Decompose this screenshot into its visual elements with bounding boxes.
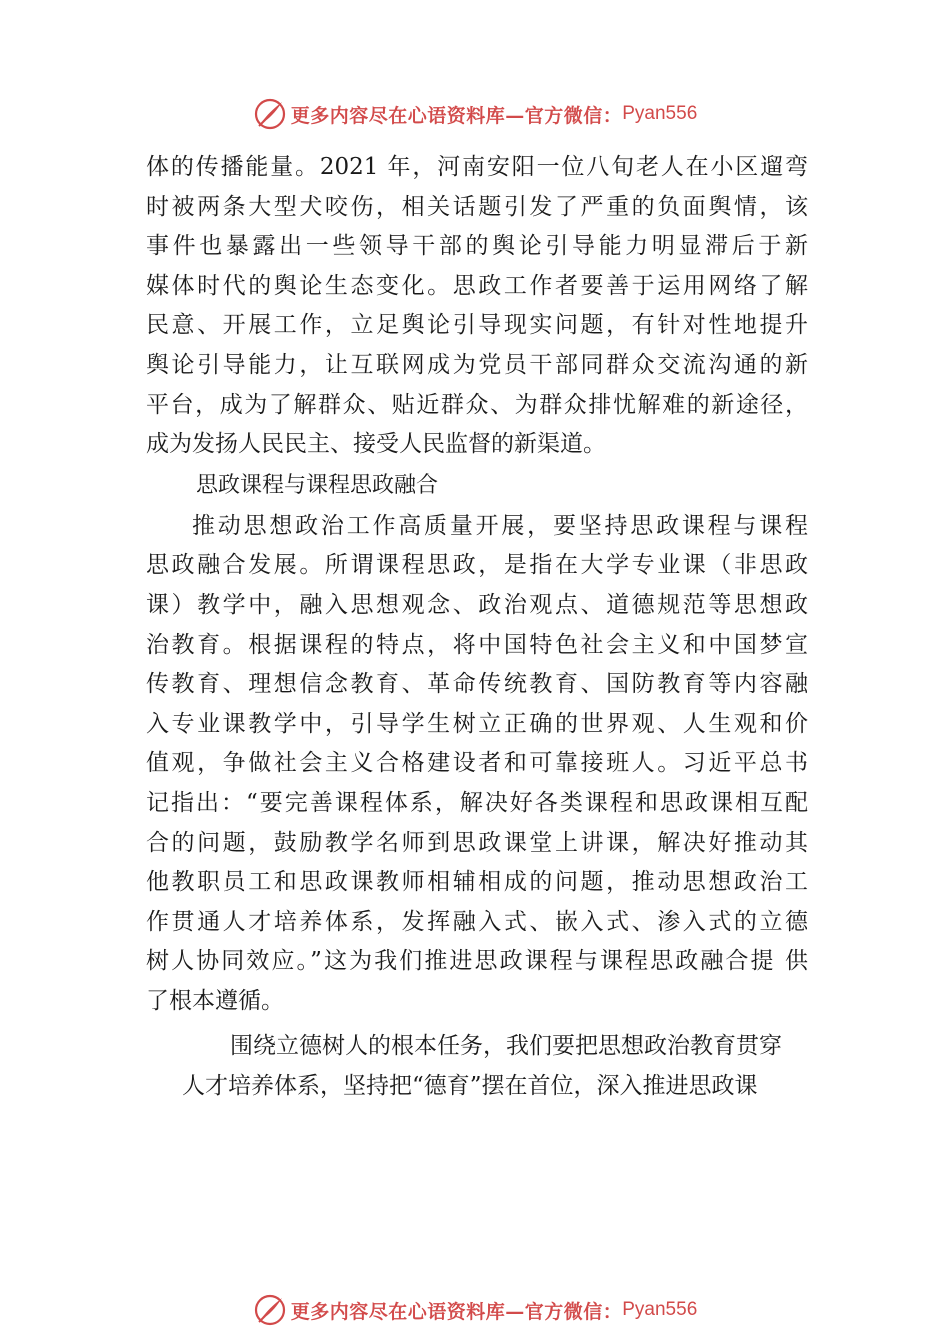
text-line: 成为发扬人民民主、接受人民监督的新渠道。: [146, 431, 606, 458]
footer-banner: [0, 1290, 950, 1330]
text-line: 推动思想政治工作高质量开展，要坚持思政课程与课程: [192, 512, 808, 539]
text-line: 民意、开展工作，立足舆论引导现实问题，有针对性地提升: [146, 312, 808, 339]
header-banner: [0, 94, 950, 134]
paragraph-3: [146, 1027, 808, 1106]
text-line: 事件也暴露出一些领导干部的舆论引导能力明显滞后于新: [146, 233, 808, 260]
text-line: 舆论引导能力，让互联网成为党员干部同群众交流沟通的新: [146, 351, 808, 378]
text-line: 作贯通人才培养体系，发挥融入式、嵌入式、渗入式的立德: [146, 908, 808, 935]
quill-logo-icon: [253, 97, 287, 131]
text-line: 媒体时代的舆论生态变化。思政工作者要善于运用网络了解: [146, 272, 808, 299]
text-line: 围绕立德树人的根本任务，我们要把思想政治教育贯穿: [230, 1033, 782, 1060]
document-body: [146, 148, 808, 1107]
text-line: 树人协同效应。”这为我们推进思政课程与课程思政融合提 供: [146, 948, 808, 975]
text-line: 他教职员工和思政课教师相辅相成的问题，推动思想政治工: [146, 869, 808, 896]
text-line: 平台，成为了解群众、贴近群众、为群众排忧解难的新途径，: [146, 391, 808, 418]
text-line: 值观，争做社会主义合格建设者和可靠接班人。习近平总书: [146, 750, 808, 777]
text-line: 传教育、理想信念教育、革命传统教育、国防教育等内容融: [146, 671, 808, 698]
text-line: 时被两条大型犬咬伤，相关话题引发了严重的负面舆情，该: [146, 193, 808, 220]
text-line: 人才培养体系，坚持把“德育”摆在首位，深入推进思政课: [182, 1073, 758, 1100]
text-line: 体的传播能量。2021 年，河南安阳一位八旬老人在小区遛弯: [146, 154, 808, 180]
text-line: 思政融合发展。所谓课程思政，是指在大学专业课（非思政: [146, 552, 808, 579]
text-line: 治教育。根据课程的特点，将中国特色社会主义和中国梦宣: [146, 631, 808, 658]
banner-wechat-id: Pyan556: [622, 103, 698, 124]
banner-text: 更多内容尽在心语资料库—官方微信：: [290, 104, 623, 127]
quill-logo-icon: [253, 1293, 287, 1327]
text-line: 课）教学中，融入思想观念、政治观点、道德规范等思想政: [146, 591, 808, 618]
text-line: 记指出：“要完善课程体系，解决好各类课程和思政课相互配: [146, 789, 808, 816]
text-line: 入专业课教学中，引导学生树立正确的世界观、人生观和价: [146, 710, 808, 737]
text-line: 了根本遵循。: [146, 987, 284, 1014]
text-line: 合的问题，鼓励教学名师到思政课堂上讲课，解决好推动其: [146, 829, 808, 856]
banner-wechat-id: Pyan556: [622, 1299, 698, 1320]
section-heading: 思政课程与课程思政融合: [196, 472, 439, 498]
paragraph-2: [146, 507, 808, 1022]
banner-text: 更多内容尽在心语资料库—官方微信：: [290, 1300, 623, 1323]
paragraph-1: [146, 148, 808, 465]
